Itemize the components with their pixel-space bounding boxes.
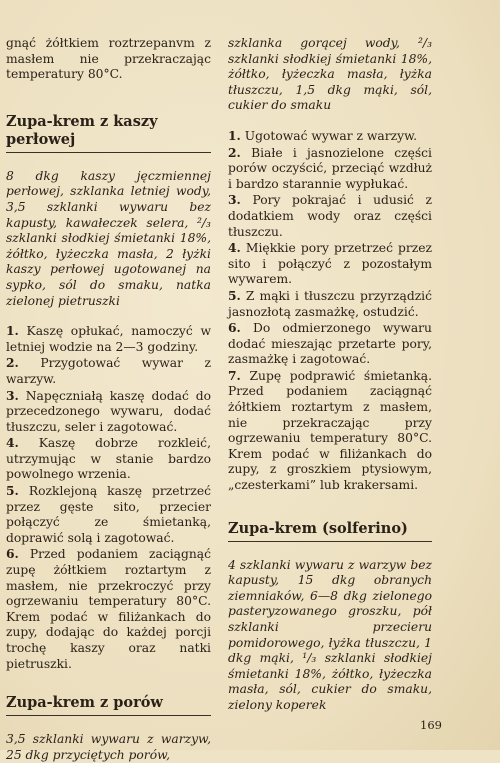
step-item [6,483,211,546]
step-number: 2. [228,144,241,160]
ingredients-porow-cont: szklanka gorącej wody, ²/₃ szklanki słodkiej śmietanki 18%, żółtko, łyżeczka masła, łyżka tłuszczu, 1,5 dkg mąki, sól, cukier do smaku [228,36,432,113]
step-text: Zupę podprawić śmietanką. Przed podaniem zaciągnąć żółtkiem roztartym z masłem, nie przekraczając przy ogrzewaniu temperatury 80°C. Krem podać w filiżankach do zupy, z groszkiem ptysiowym, „czesterkami” lub krakersami. [228,368,432,493]
page-number: 169 [420,718,442,732]
section-rule [6,152,211,153]
step-text: Do odmierzonego wywaru dodać mieszając przetarte pory, zasmażkę i zagotować. [228,321,432,367]
step-number: 5. [228,287,241,303]
step-text: Przed podaniem zaciągnąć zupę żółtkiem roztartym z masłem, nie przekroczyć przy ogrzewaniu temperatury 80°C. Krem podać w filiżankach do zupy, dodając do każdej porcji trochę kaszy oraz natki pietruszki. [6,547,211,671]
step-text: Ugotować wywar z warzyw. [244,128,418,143]
step-item [6,388,211,436]
step-number: 6. [6,546,19,562]
step-text: Białe i jasnozielone części porów oczyścić, przeciąć wzdłuż i bardzo starannie wypłukać. [228,145,432,191]
section-title-perlowej: Zupa-krem z kaszy perłowej [6,112,158,148]
step-number: 1. [228,127,241,143]
step-text: Z mąki i tłuszczu przyrządzić jasnozłotą zasmażkę, ostudzić. [228,288,432,319]
section-rule [6,715,211,716]
step-item [6,435,211,483]
step-number: 5. [6,483,19,499]
step-text: Rozklejoną kaszę przetrzeć przez gęste sito, przecier połączyć ze śmietanką, doprawić solą i zagotować. [6,484,211,545]
ingredients-porow: 3,5 szklanki wywaru z warzyw, 25 dkg przyciętych porów, [6,732,211,762]
section-title-solferino: Zupa-krem (solferino) [228,519,408,537]
step-item [228,192,432,240]
step-item [228,128,432,145]
step-item [228,240,432,288]
step-item [228,288,432,320]
step-item [228,145,432,193]
ingredients-perlowej: 8 dkg kaszy jęczmiennej perłowej, szklanka letniej wody, 3,5 szklanki wywaru bez kapusty, kawałeczek selera, ²/₃ szklanki słodkiej śmietanki 18%, żółtko, łyżeczka masła, 2 łyżki kaszy perłowej ugotowanej na sypko, sól do smaku, natka zielonej pietruszki [6,168,211,308]
step-text: Napęczniałą kaszę dodać do przecedzonego wywaru, dodać tłuszczu, seler i zagotować. [6,388,211,434]
step-number: 4. [6,435,19,451]
step-number: 3. [6,387,19,403]
section-rule [228,541,432,542]
right-column [228,38,432,714]
step-number: 4. [228,240,241,256]
steps-porow [228,128,432,494]
step-item [6,323,211,355]
step-item [6,546,211,672]
steps-perlowej [6,323,211,672]
step-text: Miękkie pory przetrzeć przez sito i połączyć z pozostałym wywarem. [228,241,432,287]
step-item [228,320,432,368]
step-text: Kaszę opłukać, namoczyć w letniej wodzie na 2—3 godziny. [6,324,211,354]
step-number: 7. [228,367,241,383]
step-item [228,368,432,494]
section-title-porow: Zupa-krem z porów [6,694,163,712]
ingredients-solferino: 4 szklanki wywaru z warzyw bez kapusty, 15 dkg obranych ziemniaków, 6—8 dkg zielonego pasteryzowanego groszku, pół szklanki przecieru pomidorowego, łyżka tłuszczu, 1 dkg mąki, ¹/₃ szklanki słodkiej śmietanki 18%, żółtko, łyżeczka masła, sól, cukier do smaku, zielony koperek [228,557,432,712]
step-text: Pory pokrajać i udusić z dodatkiem wody oraz części tłuszczu. [228,193,432,239]
step-item [6,355,211,387]
step-text: Przygotować wywar z warzyw. [6,356,211,386]
step-text: Kaszę dobrze rozkleić, utrzymując w stanie bardzo powolnego wrzenia. [6,436,211,482]
step-number: 6. [228,320,241,336]
step-number: 1. [6,323,19,339]
step-number: 3. [228,192,241,208]
step-number: 2. [6,355,19,371]
intro-text: gnąć żółtkiem roztrzepanvm z masłem nie przekraczając temperatury 80°C. [6,36,211,82]
left-column [6,38,211,763]
